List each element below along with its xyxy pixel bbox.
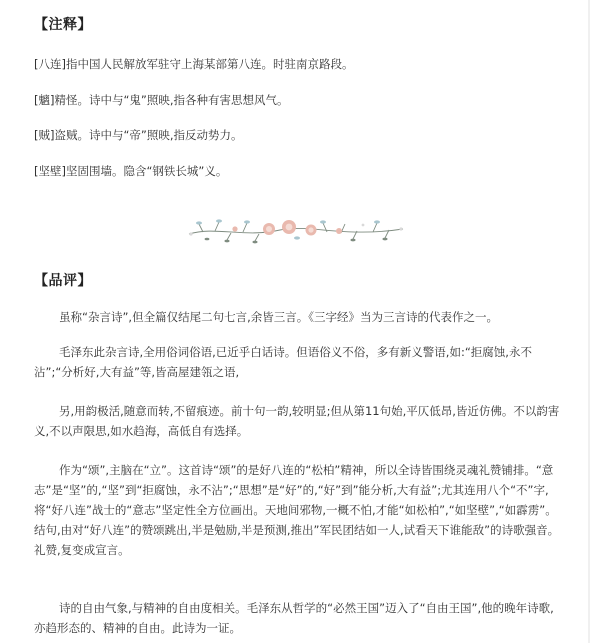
annotation-note: [魑]精怪。诗中与“鬼”照映,指各种有害思想风气。 [34, 93, 289, 107]
review-paragraph: 另,用韵极活,随意而转,不留痕迹。前十句一韵,较明显;但从第11句始,平仄低昂,皆近仿佛。不以韵害义,不以声限思,如水趋海，高低自有选择。 [34, 404, 560, 438]
floral-ornament-icon [185, 212, 407, 246]
review-paragraph: 作为“颂”,主脑在“立”。这首诗“颂”的是好八连的“松柏”精神，所以全诗皆围绕灵魂礼赞铺排。“意志”是“坚”的,“坚”到“拒腐蚀，永不沾”;“思想”是“好”的,“好”到”能分析,大有益”;尤其连用八个“不”字,将“好八连”战士的“意志”坚定性全方位画出。天地间邪物,一概不怕,才能“如松柏”,“如坚壁”,“如霹雳”。结句,由对“好八连”的赞颂跳出,半是勉励,半是预测,推出”军民团结如一人,试看天下谁能敌”的诗歌强音。礼赞,复变成宣言。 [34, 463, 560, 557]
annotations-heading: 【注释】 [34, 17, 92, 33]
annotation-note: [贼]盗贼。诗中与“帝”照映,指反动势力。 [34, 128, 243, 142]
review-paragraph: 虽称“杂言诗”,但全篇仅结尾二句七言,余皆三言。《三字经》当为三言诗的代表作之一。 [59, 310, 498, 324]
review-paragraph: 毛泽东此杂言诗,全用俗词俗语,已近乎白话诗。但语俗义不俗，多有新义警语,如:“拒腐蚀,永不沾”;“分析好,大有益”等,皆高屋建瓴之语, [34, 345, 532, 379]
review-paragraph: 诗的自由气象,与精神的自由度相关。毛泽东从哲学的“必然王国”迈入了“自由王国”,他的晚年诗歌,亦趋形态的、精神的自由。此诗为一证。 [34, 601, 554, 635]
annotation-note: [坚壁]坚固围墙。隐含“钢铁长城”义。 [34, 164, 228, 178]
review-heading: 【品评】 [34, 273, 92, 289]
annotation-note: [八连]指中国人民解放军驻守上海某部第八连。时驻南京路段。 [34, 57, 354, 71]
